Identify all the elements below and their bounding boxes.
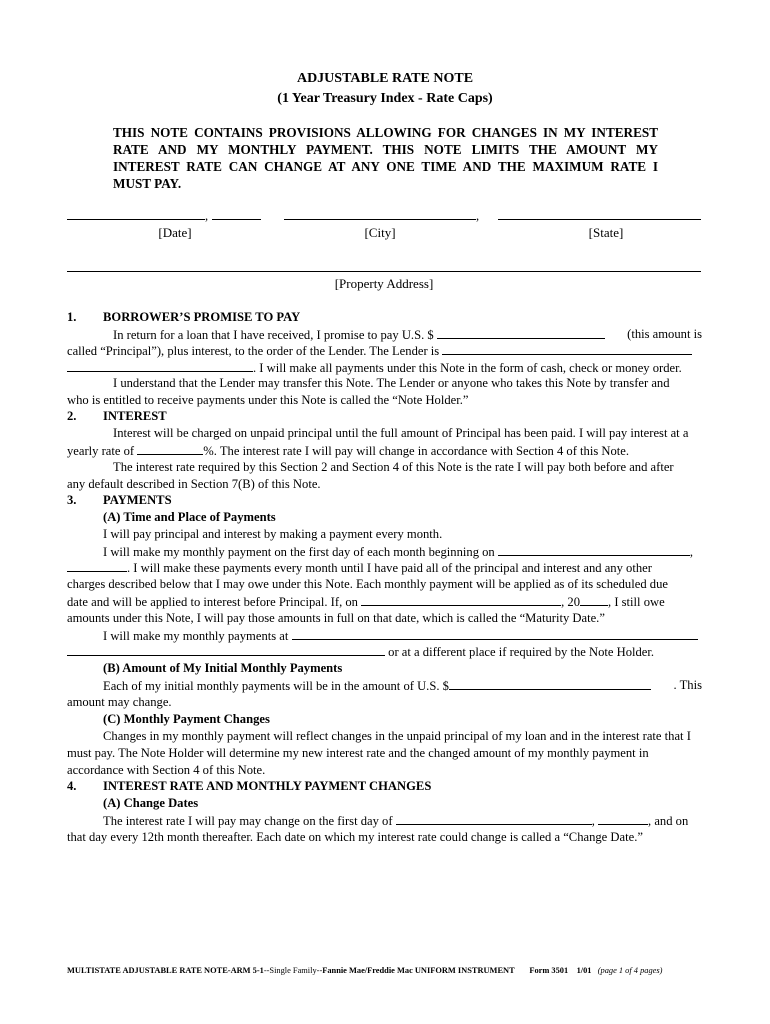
s4a-text: The interest rate I will pay may change on the first day of [103,814,393,828]
section-3-heading [67,492,702,508]
lender-name-field-2[interactable] [67,359,253,372]
s3a-line-8 [67,643,702,660]
date-field[interactable] [67,219,205,220]
interest-rate-field[interactable] [137,442,203,455]
s3b-heading: (B) Amount of My Initial Monthly Payments [103,661,343,675]
section-number: 4. [67,779,77,793]
s4a-text: , and on [648,814,689,828]
s1-line-3 [67,359,702,376]
s1-line-2 [67,342,702,359]
section-number: 1. [67,310,77,324]
s2-line-1: Interest will be charged on unpaid principal until the full amount of Principal has been paid. I will pay interest at a [113,426,689,440]
s3b-line-1 [103,677,702,694]
first-payment-date-field[interactable] [498,543,690,556]
s3b-text: . This [673,678,702,692]
date-label: [Date] [158,225,192,240]
footer-family: --Single Family-- [263,966,323,975]
s4a-text: , [591,814,595,828]
state-label: [State] [588,225,624,240]
s3a-line-1: I will pay principal and interest by making a payment every month. [103,527,443,541]
section-title: INTEREST RATE AND MONTHLY PAYMENT CHANGES [103,779,432,793]
footer-instrument: Fannie Mae/Freddie Mac UNIFORM INSTRUMENT [322,966,515,975]
warning-line: MUST PAY. [113,176,182,191]
s3b-text: Each of my initial monthly payments will be in the amount of U.S. $ [103,679,449,693]
section-title: INTEREST [103,409,167,423]
footer-form-number: Form 3501 [529,966,569,975]
s1-line-5: who is entitled to receive payments under this Note is called the “Note Holder.” [67,393,469,407]
s2-line-3: The interest rate required by this Section 2 and Section 4 of this Note is the rate I will pay both before and after [113,460,674,474]
s3a-text: . I will make these payments every month until I have paid all of the principal and interest and any other [127,561,652,575]
s3a-text: , [689,545,694,559]
s2-text: yearly rate of [67,444,135,458]
maturity-date-field[interactable] [361,593,561,606]
page-footer [67,966,662,975]
payment-place-field[interactable] [292,627,698,640]
s3a-text: date and will be applied to interest before Principal. If, on [67,595,358,609]
s3a-line-3 [67,559,702,576]
section-4-heading [67,778,702,794]
monthly-payment-amount-field[interactable] [449,677,651,690]
section-1-heading [67,309,702,325]
footer-page-count: (page 1 of 4 pages) [597,966,663,975]
s3a-text: I will make my monthly payment on the first day of each month beginning on [103,545,495,559]
document-subtitle: (1 Year Treasury Index - Rate Caps) [277,91,493,106]
property-address-field[interactable] [67,271,701,272]
s3c-line-2: must pay. The Note Holder will determine my new interest rate and the changed amount of my monthly payment in [67,746,649,760]
s4a-line-1 [103,812,702,829]
section-title: BORROWER’S PROMISE TO PAY [103,310,301,324]
s3a-line-7 [103,627,702,644]
year-field[interactable] [212,219,261,220]
section-title: PAYMENTS [103,493,172,507]
payment-place-field-2[interactable] [67,643,385,656]
s3b-line-2: amount may change. [67,695,172,709]
s3a-heading: (A) Time and Place of Payments [103,510,276,524]
warning-line: RATE AND MY MONTHLY PAYMENT. THIS NOTE LIMITS THE AMOUNT MY [113,142,658,157]
footer-form-date: 1/01 [576,966,592,975]
s1-text: . I will make all payments under this Note in the form of cash, check or money order. [253,361,682,375]
s3a-text: or at a different place if required by the Note Holder. [388,645,655,659]
s2-line-2 [67,442,702,459]
maturity-year-field[interactable] [580,593,608,606]
date-comma: , [205,209,209,223]
lender-name-field[interactable] [442,342,692,355]
s1-text: called “Principal”), plus interest, to the order of the Lender. The Lender is [67,344,440,358]
s3a-line-5 [67,593,702,610]
section-number: 3. [67,493,77,507]
state-field[interactable] [498,219,701,220]
first-payment-year-field[interactable] [67,559,127,572]
city-label: [City] [364,225,396,240]
change-year-field[interactable] [598,812,648,825]
s1-line-1 [113,326,702,343]
warning-line: INTEREST RATE CAN CHANGE AT ANY ONE TIME AND THE MAXIMUM RATE I [113,159,658,174]
footer-form-name: MULTISTATE ADJUSTABLE RATE NOTE-ARM 5-1 [67,966,264,975]
city-field[interactable] [284,219,476,220]
s4a-line-2: that day every 12th month thereafter. Each date on which my interest rate could change is called a “Change Date.” [67,830,643,844]
s3c-heading: (C) Monthly Payment Changes [103,712,270,726]
warning-line: THIS NOTE CONTAINS PROVISIONS ALLOWING FOR CHANGES IN MY INTEREST [113,125,658,140]
s3a-text: , I still owe [608,595,665,609]
change-date-field[interactable] [396,812,592,825]
s1-text: (this amount is [627,327,702,341]
s3c-line-3: accordance with Section 4 of this Note. [67,763,266,777]
s1-text: In return for a loan that I have received, I promise to pay U.S. $ [113,328,434,342]
s2-line-4: any default described in Section 7(B) of this Note. [67,477,321,491]
principal-amount-field[interactable] [437,326,605,339]
s3a-line-4: charges described below that I may owe under this Note. Each monthly payment will be applied as of its scheduled due [67,577,668,591]
s3a-line-2 [103,543,702,560]
s4a-heading: (A) Change Dates [103,796,199,810]
document-title: ADJUSTABLE RATE NOTE [296,71,474,86]
s3a-text: , 20 [561,595,581,609]
section-number: 2. [67,409,77,423]
s3c-line-1: Changes in my monthly payment will reflect changes in the unpaid principal of my loan and in the interest rate that I [103,729,691,743]
s2-text: %. The interest rate I will pay will change in accordance with Section 4 of this Note. [203,444,630,458]
warning-block [113,124,658,192]
s1-line-4: I understand that the Lender may transfer this Note. The Lender or anyone who takes this Note by transfer and [113,376,670,390]
property-address-label: [Property Address] [334,276,434,291]
section-2-heading [67,408,702,424]
city-comma: , [476,209,480,223]
s3a-line-6: amounts under this Note, I will pay those amounts in full on that date, which is called the “Maturity Date.” [67,611,605,625]
s3a-text: I will make my monthly payments at [103,629,289,643]
